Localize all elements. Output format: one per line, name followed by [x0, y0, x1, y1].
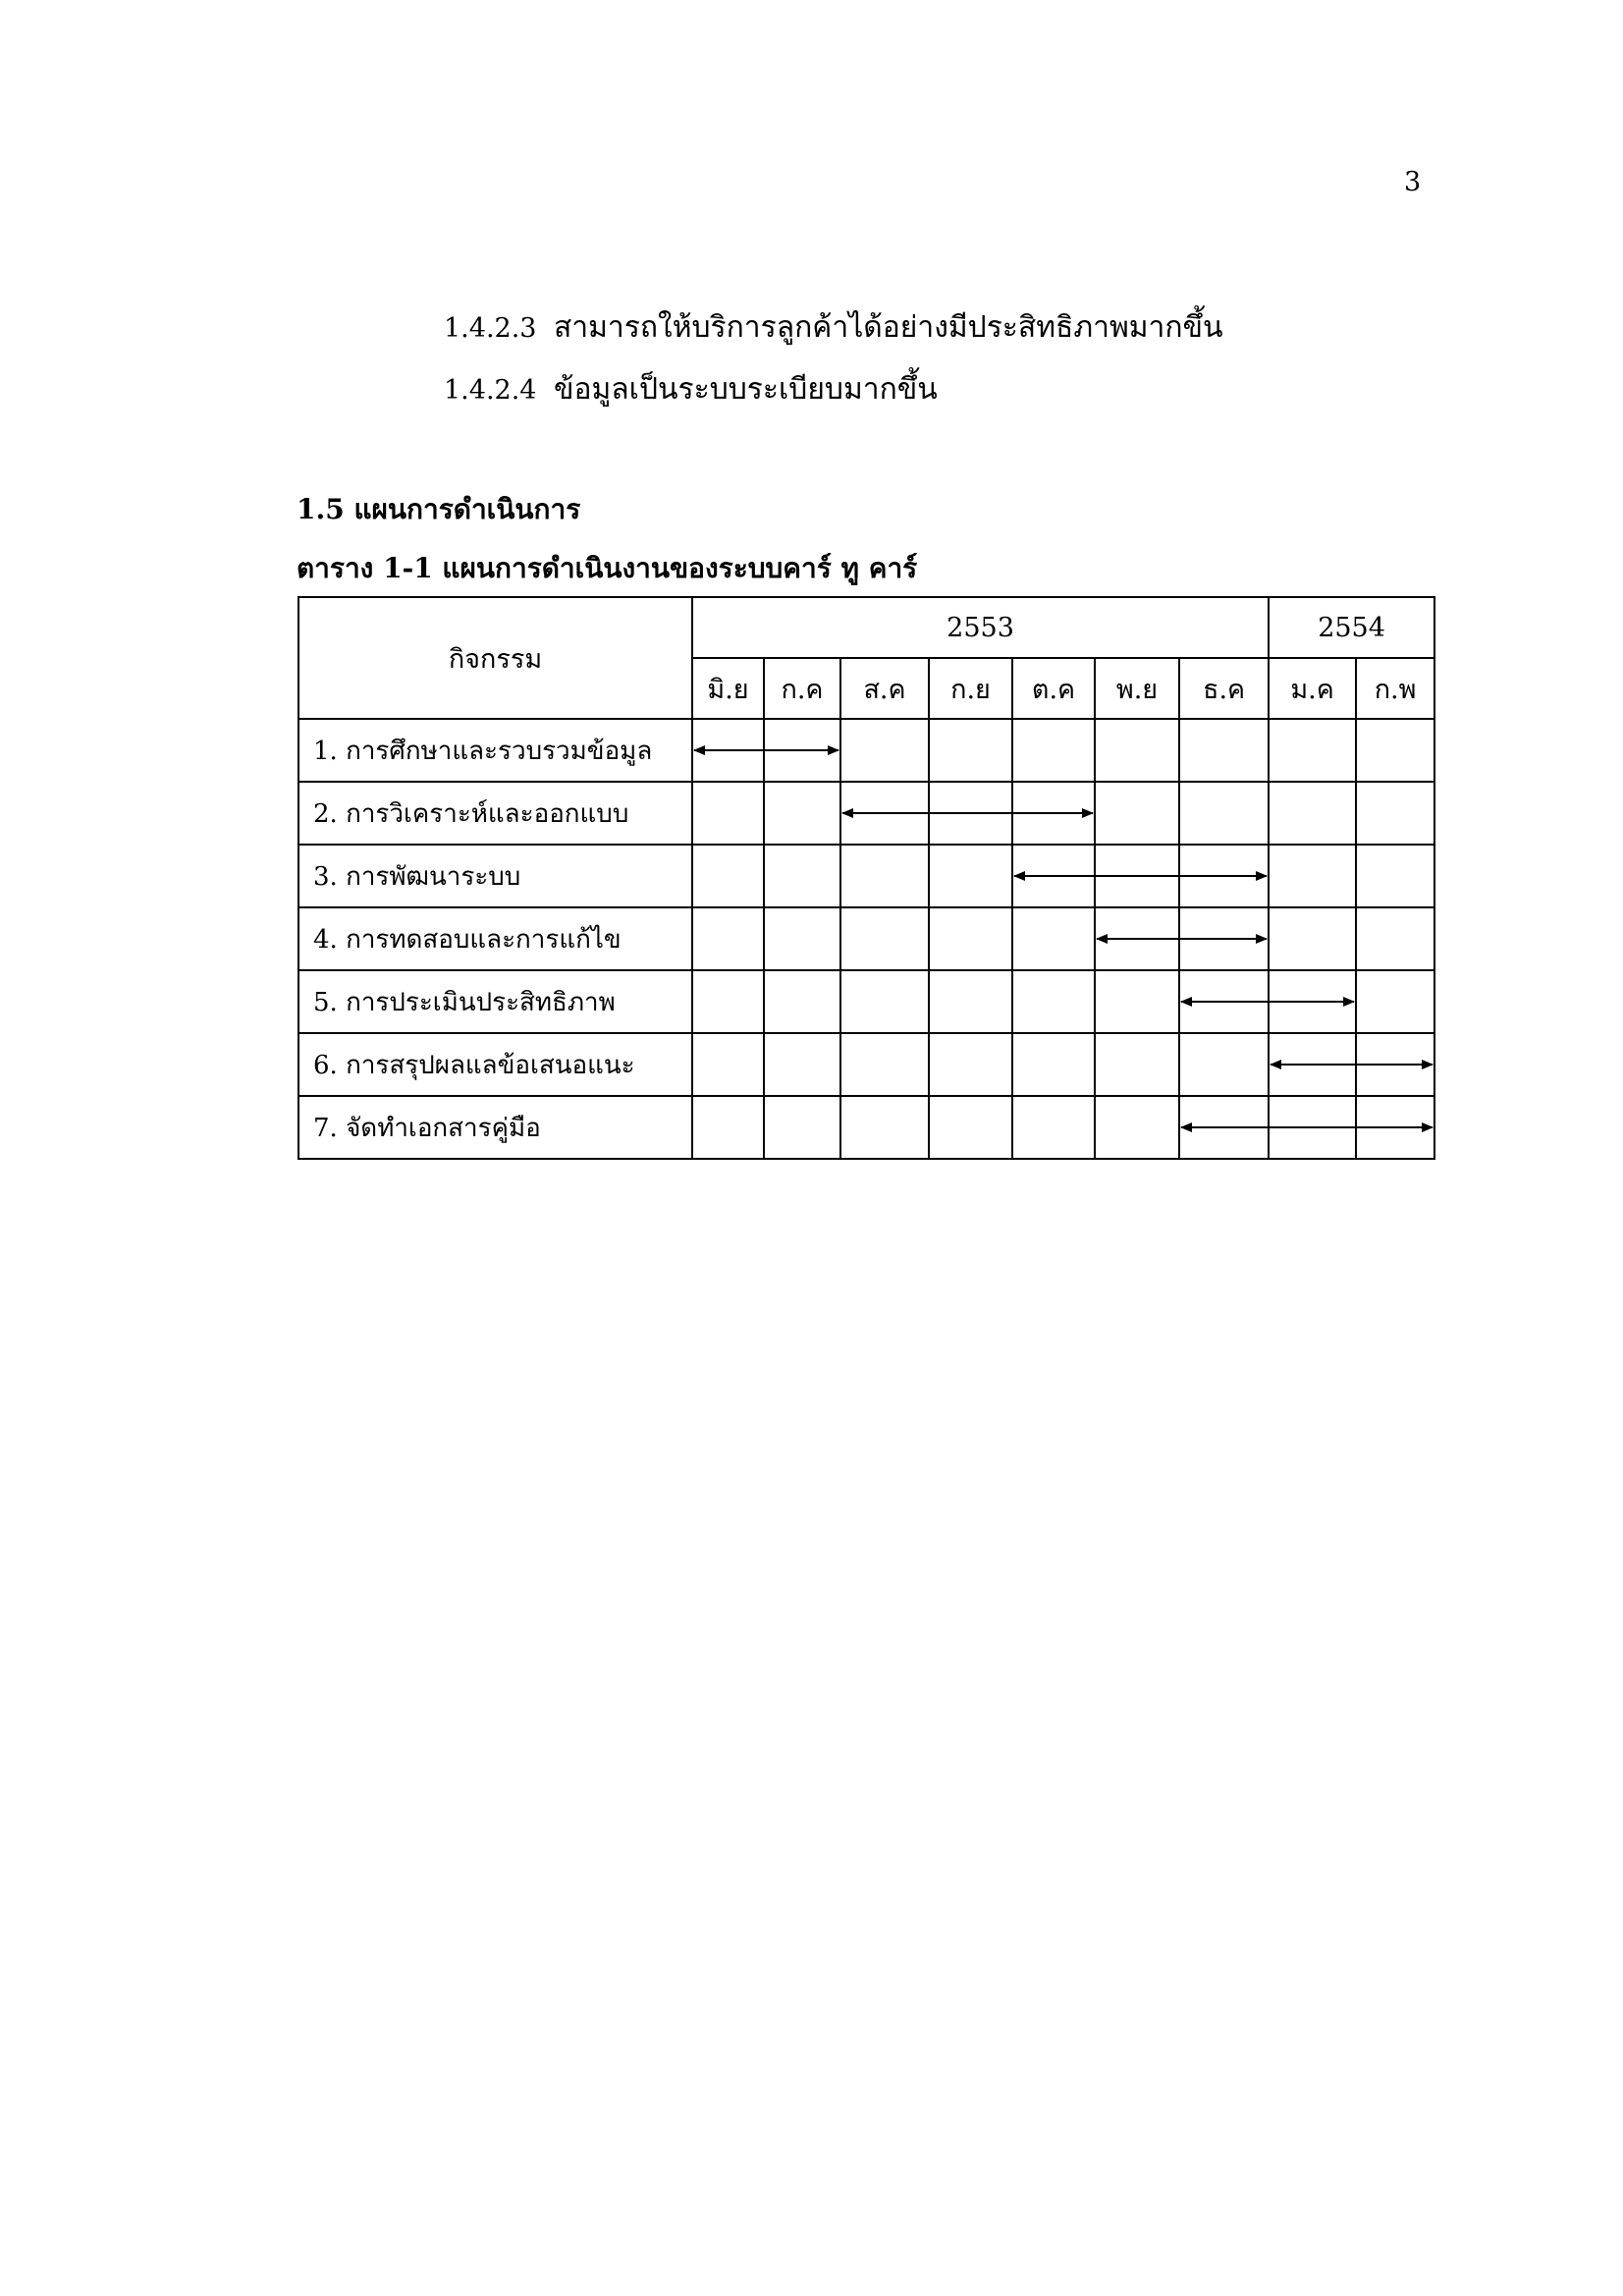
schedule-cell [929, 845, 1012, 907]
subitem-text: สามารถให้บริการลูกค้าได้อย่างมีประสิทธิภาพมากขึ้น [554, 310, 1223, 345]
year-header-row [298, 597, 1434, 658]
schedule-cell [929, 719, 1012, 782]
schedule-cell [1269, 719, 1356, 782]
activity-label: 1. การศึกษาและรวบรวมข้อมูล [298, 719, 692, 782]
schedule-cell [1269, 1033, 1356, 1096]
schedule-cell [1012, 907, 1095, 970]
schedule-cell [840, 845, 929, 907]
schedule-cell [1095, 719, 1179, 782]
schedule-cell [929, 907, 1012, 970]
schedule-cell [840, 970, 929, 1033]
schedule-cell [692, 719, 764, 782]
schedule-cell [1269, 907, 1356, 970]
month-header: ม.ค [1269, 658, 1356, 719]
table-row [298, 1096, 1434, 1159]
subitem-text: ข้อมูลเป็นระบบระเบียบมากขึ้น [554, 372, 938, 407]
schedule-cell [1095, 1033, 1179, 1096]
activity-label: 2. การวิเคราะห์และออกแบบ [298, 782, 692, 845]
schedule-cell [764, 1096, 840, 1159]
schedule-cell [840, 907, 929, 970]
schedule-cell [764, 782, 840, 845]
schedule-cell [764, 970, 840, 1033]
schedule-cell [692, 907, 764, 970]
table-row [298, 719, 1434, 782]
schedule-cell [1179, 1033, 1269, 1096]
activity-label: 3. การพัฒนาระบบ [298, 845, 692, 907]
table-row [298, 782, 1434, 845]
table-caption: ตาราง 1-1 แผนการดำเนินงานของระบบคาร์ ทู คาร์ [297, 552, 918, 584]
schedule-cell [1356, 719, 1434, 782]
table-row [298, 970, 1434, 1033]
month-header: มิ.ย [692, 658, 764, 719]
schedule-cell [1095, 782, 1179, 845]
schedule-cell [1179, 907, 1269, 970]
schedule-cell [1269, 970, 1356, 1033]
month-header: ธ.ค [1179, 658, 1269, 719]
table-row [298, 907, 1434, 970]
schedule-cell [929, 1033, 1012, 1096]
schedule-cell [929, 970, 1012, 1033]
table-row [298, 845, 1434, 907]
month-header: ต.ค [1012, 658, 1095, 719]
schedule-cell [1356, 970, 1434, 1033]
schedule-cell [1356, 1033, 1434, 1096]
month-header: ส.ค [840, 658, 929, 719]
schedule-cell [1179, 845, 1269, 907]
schedule-cell [1179, 719, 1269, 782]
schedule-cell [764, 907, 840, 970]
schedule-cell [692, 1096, 764, 1159]
schedule-cell [1095, 1096, 1179, 1159]
month-header: ก.ค [764, 658, 840, 719]
year-header-2553: 2553 [692, 597, 1269, 658]
schedule-cell [1012, 845, 1095, 907]
schedule-cell [1179, 970, 1269, 1033]
activity-label: 6. การสรุปผลแลข้อเสนอแนะ [298, 1033, 692, 1096]
schedule-cell [840, 719, 929, 782]
schedule-cell [1012, 782, 1095, 845]
schedule-cell [840, 782, 929, 845]
activity-label: 5. การประเมินประสิทธิภาพ [298, 970, 692, 1033]
schedule-cell [1269, 845, 1356, 907]
month-header: พ.ย [1095, 658, 1179, 719]
schedule-cell [1269, 1096, 1356, 1159]
plan-table-container [298, 596, 1434, 1159]
activity-label: 4. การทดสอบและการแก้ไข [298, 907, 692, 970]
schedule-cell [1095, 907, 1179, 970]
subitem-number: 1.4.2.3 [444, 313, 537, 344]
schedule-cell [1095, 970, 1179, 1033]
schedule-cell [1012, 1096, 1095, 1159]
subitem-1-4-2-4 [444, 366, 938, 412]
activity-column-header: กิจกรรม [298, 597, 692, 719]
plan-table [298, 596, 1435, 1160]
schedule-cell [764, 845, 840, 907]
page-number: 3 [1404, 167, 1422, 197]
schedule-cell [840, 1096, 929, 1159]
schedule-cell [1012, 719, 1095, 782]
table-row [298, 1033, 1434, 1096]
schedule-cell [1179, 782, 1269, 845]
schedule-cell [692, 970, 764, 1033]
schedule-cell [692, 782, 764, 845]
schedule-cell [1356, 907, 1434, 970]
subitem-number: 1.4.2.4 [444, 375, 537, 406]
year-header-2554: 2554 [1269, 597, 1434, 658]
schedule-cell [929, 1096, 1012, 1159]
month-header: ก.ย [929, 658, 1012, 719]
section-heading: 1.5 แผนการดำเนินการ [297, 493, 581, 525]
schedule-cell [1269, 782, 1356, 845]
schedule-cell [1356, 782, 1434, 845]
schedule-cell [1012, 1033, 1095, 1096]
activity-label: 7. จัดทำเอกสารคู่มือ [298, 1096, 692, 1159]
schedule-cell [1356, 1096, 1434, 1159]
schedule-cell [764, 1033, 840, 1096]
schedule-cell [692, 845, 764, 907]
subitem-1-4-2-3 [444, 304, 1223, 351]
schedule-cell [840, 1033, 929, 1096]
schedule-cell [1012, 970, 1095, 1033]
schedule-cell [692, 1033, 764, 1096]
schedule-cell [1179, 1096, 1269, 1159]
month-header: ก.พ [1356, 658, 1434, 719]
schedule-cell [1095, 845, 1179, 907]
schedule-cell [929, 782, 1012, 845]
schedule-cell [1356, 845, 1434, 907]
schedule-cell [764, 719, 840, 782]
